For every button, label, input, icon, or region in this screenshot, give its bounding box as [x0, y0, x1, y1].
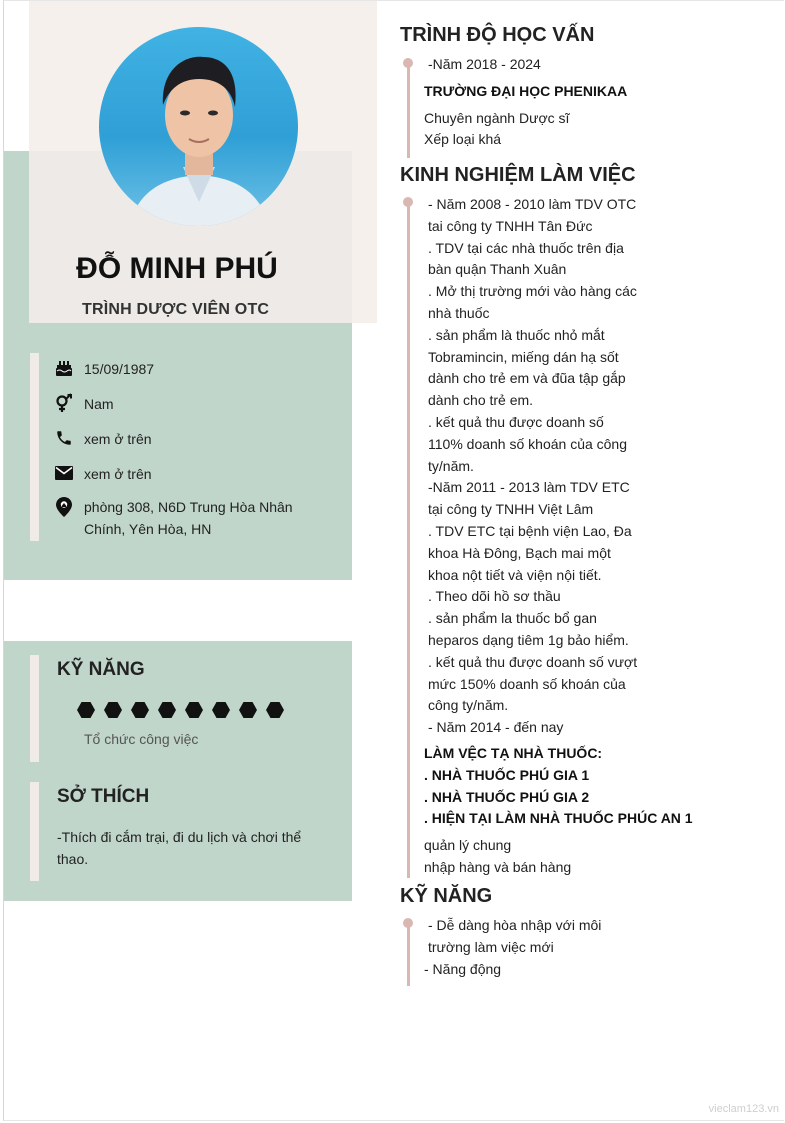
birthday-row	[54, 358, 304, 380]
experience-line: -Năm 2011 - 2013 làm TDV ETC	[428, 479, 630, 496]
experience-line: 110% doanh số khoán của công	[428, 435, 628, 452]
birthday-value: 15/09/1987	[84, 361, 155, 377]
skills-timeline-line	[407, 924, 410, 986]
experience-line: - Năm 2014 - đến nay	[428, 719, 564, 736]
skill-rating-hexagon	[239, 702, 257, 718]
experience-line: . Theo dõi hồ sơ thầu	[428, 588, 561, 605]
experience-timeline-line	[407, 203, 410, 878]
education-school: TRƯỜNG ĐẠI HỌC PHENIKAA	[424, 83, 628, 99]
experience-timeline-dot	[403, 197, 413, 207]
gender-row	[54, 393, 304, 415]
skills-right-heading: KỸ NĂNG	[400, 885, 493, 907]
experience-line: khoa Hà Đông, Bạch mai một	[428, 544, 611, 561]
experience-line: . TDV ETC tại bệnh viện Lao, Đa	[428, 523, 632, 539]
avatar	[99, 27, 298, 226]
hobbies-accent-bar	[30, 782, 39, 881]
email-row	[54, 463, 304, 485]
education-heading: TRÌNH ĐỘ HỌC VẤN	[400, 24, 595, 46]
experience-workplace-line: LÀM VỆC TẠ NHÀ THUỐC:	[424, 745, 603, 761]
skill-rating-hexagon	[266, 702, 284, 718]
experience-line: . sản phẩm là thuốc nhỏ mắt	[428, 326, 605, 343]
experience-line: mức 150% doanh số khoán của	[428, 675, 626, 692]
candidate-name: ĐỖ MINH PHÚ	[76, 252, 278, 285]
experience-workplace-line: . NHÀ THUỐC PHÚ GIA 2	[424, 788, 590, 805]
skill-rating-hexagon	[212, 702, 230, 718]
skills-timeline-dot	[403, 918, 413, 928]
mail-icon	[54, 463, 74, 483]
experience-heading: KINH NGHIỆM LÀM VIỆC	[400, 164, 636, 186]
experience-line: dành cho trẻ em và đũa tập gắp	[428, 370, 626, 387]
job-title: TRÌNH DƯỢC VIÊN OTC	[82, 301, 270, 318]
skill-rating-hexagon	[131, 702, 149, 718]
hobbies-text: -Thích đi cắm trại, đi du lịch và chơi thể thao.	[57, 829, 302, 867]
cake-icon	[54, 358, 74, 378]
contact-accent-bar	[30, 353, 39, 541]
experience-duty-line: nhập hàng và bán hàng	[424, 859, 572, 875]
location-pin-icon	[54, 497, 74, 517]
experience-line: nhà thuốc	[428, 305, 490, 321]
watermark: vieclam123.vn	[708, 1103, 779, 1115]
experience-line: khoa nột tiết và viện nội tiết.	[428, 566, 602, 583]
gender-value: Nam	[84, 396, 114, 412]
experience-line: Tobramincin, miếng dán hạ sốt	[428, 348, 619, 365]
experience-workplace-line: . NHÀ THUỐC PHÚ GIA 1	[424, 766, 590, 783]
skills-right-line-3: - Năng động	[424, 961, 502, 977]
experience-line: công ty/năm.	[428, 697, 509, 714]
experience-line: . Mở thị trường mới vào hàng các	[428, 283, 637, 300]
gender-icon	[54, 393, 74, 413]
experience-line: . kết quả thu được doanh số vượt	[428, 653, 638, 670]
phone-value: xem ở trên	[84, 431, 152, 447]
experience-line: tai công ty TNHH Tân Đức	[428, 217, 593, 234]
experience-line: . sản phẩm la thuốc bổ gan	[428, 610, 597, 627]
skill-rating-hexagon	[158, 702, 176, 718]
email-value: xem ở trên	[84, 466, 152, 482]
experience-duty-line: quản lý chung	[424, 837, 512, 853]
education-major: Chuyên ngành Dược sĩ	[424, 110, 570, 126]
skill-name: Tổ chức công việc	[84, 731, 199, 747]
education-timeline-line	[407, 63, 410, 158]
phone-row	[54, 428, 304, 450]
experience-line: heparos dạng tiêm 1g bảo hiểm.	[428, 632, 629, 648]
skills-right-line-1: - Dễ dàng hòa nhập với môi	[428, 917, 602, 933]
address-row	[54, 496, 304, 540]
experience-line: . TDV tại các nhà thuốc trên địa	[428, 239, 624, 256]
education-timeline-dot	[403, 58, 413, 68]
skills-heading: KỸ NĂNG	[57, 659, 145, 680]
skill-rating-hexagon	[104, 702, 122, 718]
address-value: phòng 308, N6D Trung Hòa Nhân Chính, Yên Hòa, HN	[84, 499, 293, 537]
skill-rating-hexagon	[77, 702, 95, 718]
hobbies-heading: SỞ THÍCH	[57, 786, 150, 807]
experience-line: tại công ty TNHH Việt Lâm	[428, 501, 594, 518]
avatar-portrait	[99, 27, 298, 226]
skills-accent-bar	[30, 655, 39, 762]
phone-icon	[54, 428, 74, 448]
experience-workplace-line: . HIỆN TẠI LÀM NHÀ THUỐC PHÚC AN 1	[424, 810, 693, 827]
experience-line: bàn quận Thanh Xuân	[428, 261, 567, 278]
skill-rating-hexagon	[185, 702, 203, 718]
experience-line: ty/năm.	[428, 457, 474, 474]
education-grade: Xếp loại khá	[424, 131, 502, 147]
education-period: -Năm 2018 - 2024	[428, 56, 541, 72]
skills-right-line-2: trường làm việc mới	[428, 939, 554, 955]
skill-rating	[77, 702, 284, 718]
experience-line: - Năm 2008 - 2010 làm TDV OTC	[428, 196, 637, 212]
experience-line: . kết quả thu được doanh số	[428, 414, 604, 430]
experience-line: dành cho trẻ em.	[428, 392, 534, 409]
